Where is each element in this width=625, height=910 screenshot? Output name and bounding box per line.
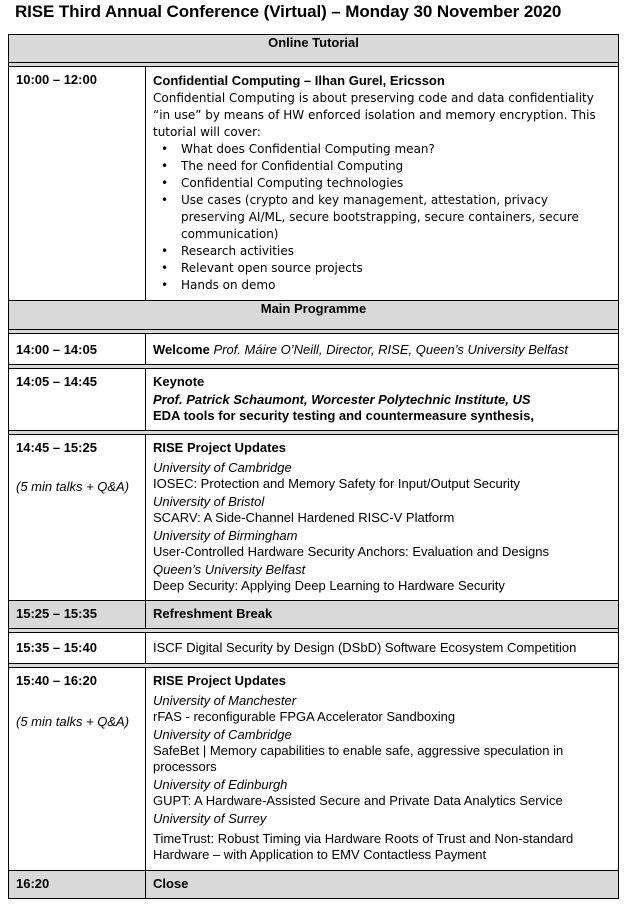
list-item: • The need for Confidential Computing <box>181 158 612 175</box>
session-label: Refreshment Break <box>146 601 619 629</box>
time-label: 14:45 – 15:25 <box>16 440 97 455</box>
session-cell <box>146 668 619 871</box>
bullet-list <box>153 141 612 294</box>
schedule-row-tutorial <box>9 67 619 301</box>
time-label: 15:40 – 16:20 <box>16 673 97 688</box>
section-header-label: Online Tutorial <box>9 35 619 63</box>
organisation-name: University of Manchester <box>153 693 297 708</box>
session-description: Confidential Computing is about preserving code and data confidentiality “in use” by means of HW enforced isolation and memory encryption. This tutorial will cover: <box>153 91 596 139</box>
list-item: • Use cases (crypto and key management, attestation, privacy preserving AI/ML, secure bootstrapping, secure containers, secure communication) <box>181 192 612 243</box>
session-cell <box>146 67 619 301</box>
organisation-name: University of Cambridge <box>153 727 292 742</box>
time-cell <box>9 435 146 601</box>
schedule-row-close <box>9 871 619 899</box>
organisation-name: University of Cambridge <box>153 460 292 475</box>
schedule-row-project-updates-1 <box>9 435 619 601</box>
session-label: ISCF Digital Security by Design (DSbD) Software Ecosystem Competition <box>146 633 619 664</box>
talk-title: rFAS - reconfigurable FPGA Accelerator Sandboxing <box>153 709 456 724</box>
page-title: RISE Third Annual Conference (Virtual) – Monday 30 November 2020 <box>15 2 562 21</box>
talk-format-note: (5 min talks + Q&A) <box>16 714 130 729</box>
talk-title: GUPT: A Hardware-Assisted Secure and Private Data Analytics Service <box>153 793 563 808</box>
talk-title: TimeTrust: Robust Timing via Hardware Roots of Trust and Non-standard Hardware – with Application to EMV Contactless Payment <box>153 831 574 862</box>
schedule-row-project-updates-2 <box>9 668 619 871</box>
list-item: • Confidential Computing technologies <box>181 175 612 192</box>
schedule-row-break <box>9 601 619 629</box>
section-header-label: Main Programme <box>9 301 619 330</box>
organisation-name: University of Surrey <box>153 811 267 826</box>
time-cell: 15:25 – 15:35 <box>9 601 146 629</box>
session-heading: RISE Project Updates <box>153 673 286 688</box>
session-cell <box>146 334 619 365</box>
schedule-row-keynote <box>9 369 619 431</box>
list-item: • Hands on demo <box>181 277 612 294</box>
talk-title: User-Controlled Hardware Security Anchors: Evaluation and Designs <box>153 544 549 559</box>
session-label: Close <box>146 871 619 899</box>
schedule-table <box>8 34 619 899</box>
session-label: Welcome <box>153 342 210 357</box>
time-cell: 15:35 – 15:40 <box>9 633 146 664</box>
talk-title: Deep Security: Applying Deep Learning to Hardware Security <box>153 578 505 593</box>
session-cell <box>146 369 619 431</box>
schedule-row-iscf <box>9 633 619 664</box>
schedule-row-welcome <box>9 334 619 365</box>
session-heading: RISE Project Updates <box>153 440 286 455</box>
talk-title: IOSEC: Protection and Memory Safety for Input/Output Security <box>153 476 521 491</box>
session-heading: Confidential Computing – Ilhan Gurel, Ericsson <box>153 73 445 88</box>
list-item: • Research activities <box>181 243 612 260</box>
talk-title: SafeBet | Memory capabilities to enable safe, aggressive speculation in processors <box>153 743 564 774</box>
time-cell: 16:20 <box>9 871 146 899</box>
time-cell <box>9 668 146 871</box>
talk-title: SCARV: A Side-Channel Hardened RISC-V Platform <box>153 510 455 525</box>
session-cell <box>146 435 619 601</box>
organisation-name: Queen’s University Belfast <box>153 562 306 577</box>
list-item: • Relevant open source projects <box>181 260 612 277</box>
section-header-main-programme <box>9 301 619 330</box>
speaker-text: Prof. Máire O’Neill, Director, RISE, Queen’s University Belfast <box>213 342 568 357</box>
organisation-name: University of Birmingham <box>153 528 298 543</box>
time-cell: 14:05 – 14:45 <box>9 369 146 431</box>
organisation-name: University of Bristol <box>153 494 265 509</box>
time-cell: 14:00 – 14:05 <box>9 334 146 365</box>
talk-format-note: (5 min talks + Q&A) <box>16 479 130 494</box>
speaker-text: Prof. Patrick Schaumont, Worcester Polytechnic Institute, US <box>153 392 531 407</box>
time-cell: 10:00 – 12:00 <box>9 67 146 301</box>
section-header-online-tutorial <box>9 35 619 63</box>
list-item: • What does Confidential Computing mean? <box>181 141 612 158</box>
organisation-name: University of Edinburgh <box>153 777 288 792</box>
talk-title: EDA tools for security testing and countermeasure synthesis, <box>153 408 534 423</box>
session-label: Keynote <box>153 374 205 389</box>
